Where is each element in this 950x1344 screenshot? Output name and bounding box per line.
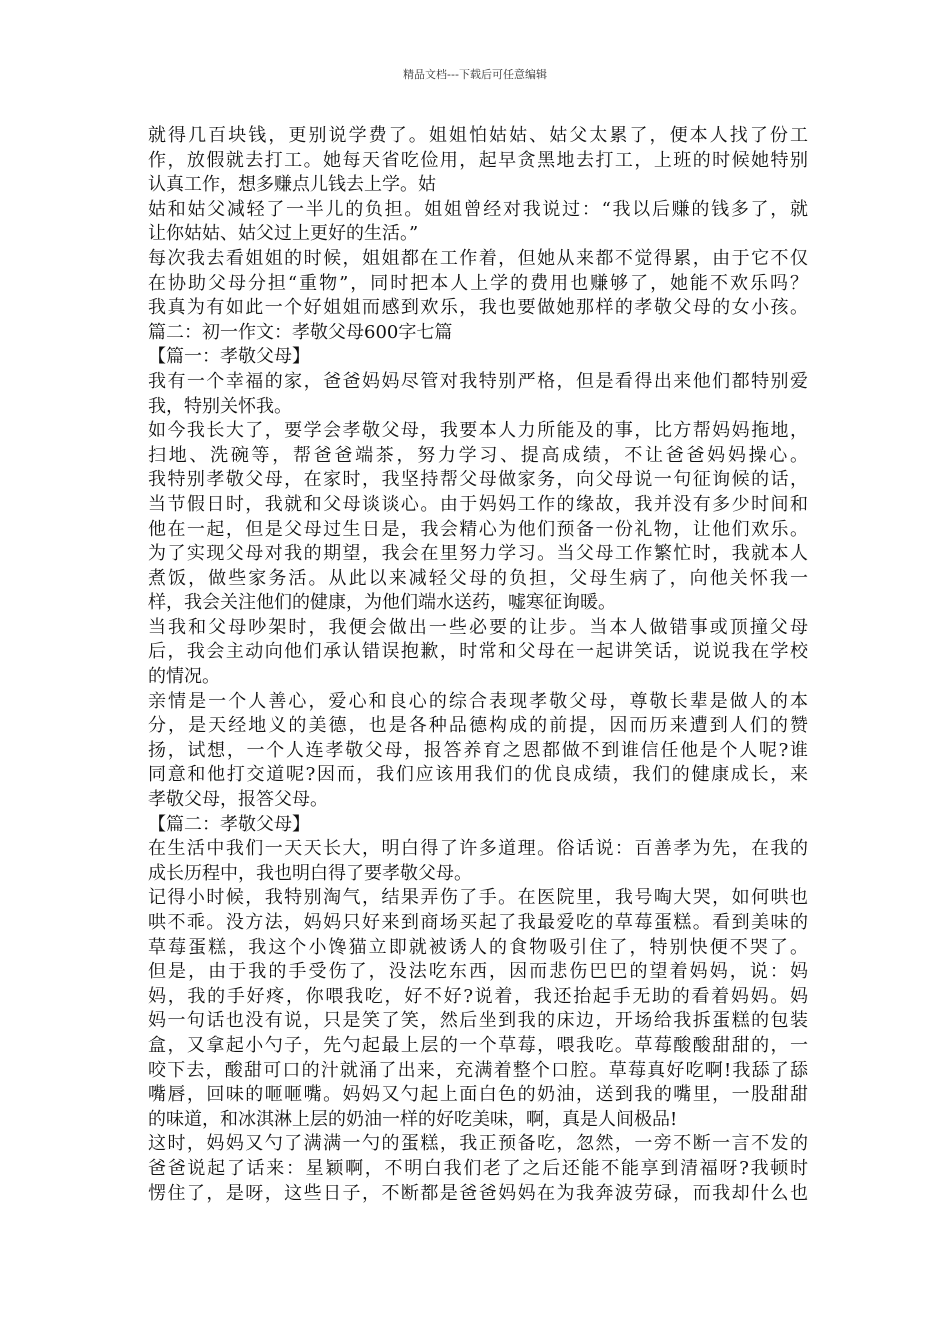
text-line: 嘴唇，回味的咂咂嘴。妈妈又勺起上面白色的奶油，送到我的嘴里，一股甜甜 [148,1084,808,1106]
text-line: 他在一起，但是父母过生日是，我会精心为他们预备一份礼物，让他们欢乐。 [148,518,808,540]
text-line: 作，放假就去打工。她每天省吃俭用，起早贪黑地去打工，上班的时候她特别 [148,149,808,171]
text-line: 扬，试想，一个人连孝敬父母，报答养育之恩都做不到谁信任他是个人呢?谁 [148,739,808,761]
text-line: 亲情是一个人善心，爱心和良心的综合表现孝敬父母，尊敬长辈是做人的本 [148,690,808,712]
text-line: 咬下去，酸甜可口的汁就涌了出来，充满着整个口腔。草莓真好吃啊!我舔了舔 [148,1059,808,1081]
text-line: 愣住了，是呀，这些日子，不断都是爸爸妈妈在为我奔波劳碌，而我却什么也 [148,1182,808,1204]
text-line: 我特别孝敬父母，在家时，我坚持帮父母做家务，向父母说一句征询候的话， [148,469,808,491]
text-line: 煮饭，做些家务活。从此以来减轻父母的负担，父母生病了，向他关怀我一 [148,567,808,589]
text-line: 后，我会主动向他们承认错误抱歉，时常和父母在一起讲笑话，说说我在学校 [148,641,808,663]
text-line: 我有一个幸福的家，爸爸妈妈尽管对我特别严格，但是看得出来他们都特别爱 [148,370,808,392]
text-line: 每次我去看姐姐的时候，姐姐都在工作着，但她从来都不觉得累，由于它不仅 [148,247,808,269]
text-line: 当我和父母吵架时，我便会做出一些必要的让步。当本人做错事或顶撞父母 [148,616,808,638]
text-line: 草莓蛋糕，我这个小馋猫立即就被诱人的食物吸引住了，特别快便不哭了。 [148,936,808,958]
text-line: 在生活中我们一天天长大，明白得了许多道理。俗话说：百善孝为先，在我的 [148,838,808,860]
text-line: 【篇二：孝敬父母】 [148,813,310,835]
text-line: 为了实现父母对我的期望，我会在里努力学习。当父母工作繁忙时，我就本人 [148,543,808,565]
text-line: 同意和他打交道呢?因而，我们应该用我们的优良成绩，我们的健康成长，来 [148,764,808,786]
text-line: 记得小时候，我特别淘气，结果弄伤了手。在医院里，我号啕大哭，如何哄也 [148,887,808,909]
text-line: 就得几百块钱，更别说学费了。姐姐怕姑姑、姑父太累了，便本人找了份工 [148,125,808,146]
text-line: 我真为有如此一个好姐姐而感到欢乐，我也要做她那样的孝敬父母的女小孩。 [148,297,808,319]
text-line: 成长历程中，我也明白得了要孝敬父母。 [148,862,472,884]
text-line: 妈一句话也没有说，只是笑了笑，然后坐到我的床边，开场给我拆蛋糕的包装 [148,1010,808,1032]
text-line: 盒，又拿起小勺子，先勺起最上层的一个草莓，喂我吃。草莓酸酸甜甜的，一 [148,1034,808,1056]
page-header: 精品文档---下载后可任意编辑 [403,68,547,81]
text-line: 的味道，和冰淇淋上层的奶油一样的好吃美味，啊，真是人间极品! [148,1108,678,1130]
text-line: 如今我长大了，要学会孝敬父母，我要本人力所能及的事，比方帮妈妈拖地， [148,420,808,442]
text-line: 孝敬父母，报答父母。 [148,789,328,811]
text-line: 【篇一：孝敬父母】 [148,346,310,368]
text-line: 扫地、洗碗等，帮爸爸端茶，努力学习、提高成绩，不让爸爸妈妈操心。 [148,444,808,466]
text-line: 爸爸说起了话来：星颖啊，不明白我们老了之后还能不能享到清福呀?我顿时 [148,1157,808,1179]
text-line: 分，是天经地义的美德，也是各种品德构成的前提，因而历来遭到人们的赞 [148,715,808,737]
text-line: 这时，妈妈又勺了满满一勺的蛋糕，我正预备吃，忽然，一旁不断一言不发的 [148,1133,808,1155]
text-line: 妈，我的手好疼，你喂我吃，好不好?说着，我还抬起手无助的看着妈妈。妈 [148,985,808,1007]
document-body [148,124,808,1206]
text-line: 认真工作，想多赚点儿钱去上学。姑 [148,174,436,196]
text-line: 的情况。 [148,666,220,688]
text-line: 姑和姑父减轻了一半儿的负担。姐姐曾经对我说过：“我以后赚的钱多了，就 [148,198,808,220]
text-line: 篇二：初一作文：孝敬父母600字七篇 [148,321,453,343]
text-line: 哄不乖。没方法，妈妈只好来到商场买起了我最爱吃的草莓蛋糕。看到美味的 [148,912,808,933]
text-line: 样，我会关注他们的健康，为他们端水送药，嘘寒征询暖。 [148,592,616,614]
text-line: 在协助父母分担“重物”，同时把本人上学的费用也赚够了，她能不欢乐吗？ [148,272,808,294]
text-line: 但是，由于我的手受伤了，没法吃东西，因而悲伤巴巴的望着妈妈，说：妈 [148,961,808,983]
text-line: 当节假日时，我就和父母谈谈心。由于妈妈工作的缘故，我并没有多少时间和 [148,493,808,515]
text-line: 我，特别关怀我。 [148,395,292,417]
text-line: 让你姑姑、姑父过上更好的生活。” [148,223,419,245]
